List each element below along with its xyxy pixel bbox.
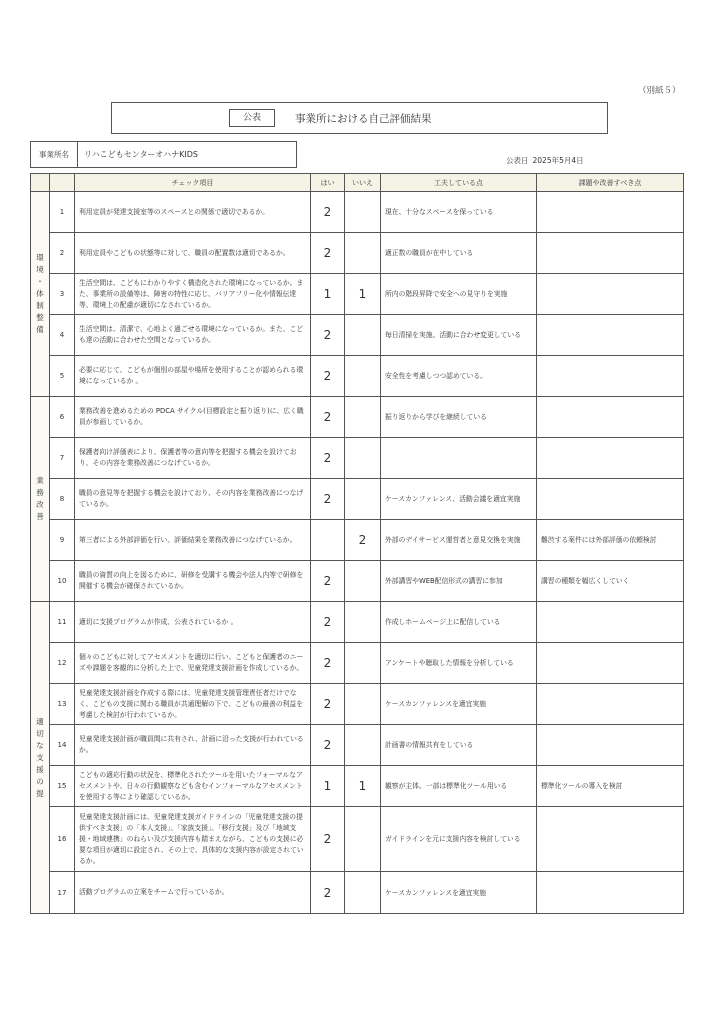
issue-note bbox=[537, 315, 684, 356]
table-row bbox=[31, 561, 684, 602]
row-number: 11 bbox=[50, 602, 75, 643]
no-count bbox=[345, 479, 381, 520]
no-count bbox=[345, 643, 381, 684]
table-row bbox=[31, 397, 684, 438]
no-count bbox=[345, 872, 381, 914]
effort-note: 観察が主体。一部は標準化ツール用いる bbox=[381, 766, 537, 807]
row-number: 12 bbox=[50, 643, 75, 684]
effort-note: ガイドラインを元に支援内容を検討している bbox=[381, 807, 537, 872]
check-item: 児童発達支援計画が職員間に共有され、計画に沿った支援が行われているか。 bbox=[75, 725, 311, 766]
facility-box bbox=[30, 141, 297, 168]
effort-note: 現在、十分なスペースを保っている bbox=[381, 192, 537, 233]
table-row bbox=[31, 192, 684, 233]
evaluation-table bbox=[30, 173, 684, 914]
effort-note: ケースカンファレンス、活動会議を適宜実施 bbox=[381, 479, 537, 520]
yes-count: 1 bbox=[311, 274, 345, 315]
table-row bbox=[31, 872, 684, 914]
check-item: 必要に応じて、こどもが個別の部屋や場所を使用することが認められる環境になっているか 。 bbox=[75, 356, 311, 397]
row-number: 3 bbox=[50, 274, 75, 315]
check-item: 個々のこどもに対してアセスメントを適切に行い、こどもと保護者のニーズや課題を客観的に分析した上で、児童発達支援計画を作成しているか。 bbox=[75, 643, 311, 684]
effort-note: 毎日清掃を実施。活動に合わせ変更している bbox=[381, 315, 537, 356]
issue-note bbox=[537, 479, 684, 520]
header-effort: 工夫している点 bbox=[381, 174, 537, 192]
table-row bbox=[31, 602, 684, 643]
no-count bbox=[345, 233, 381, 274]
table-row bbox=[31, 479, 684, 520]
effort-note: 振り返りから学びを継続している bbox=[381, 397, 537, 438]
publish-date: 2025年5月4日 bbox=[532, 156, 584, 165]
row-number: 17 bbox=[50, 872, 75, 914]
issue-note bbox=[537, 807, 684, 872]
no-count: 1 bbox=[345, 766, 381, 807]
yes-count: 2 bbox=[311, 356, 345, 397]
facility-name: リハこどもセンターオハナKIDS bbox=[84, 150, 198, 159]
facility-label: 事業所名 bbox=[31, 142, 78, 167]
effort-note: 外部のデイサービス運営者と意見交換を実施 bbox=[381, 520, 537, 561]
check-item: 適切に支援プログラムが作成、公表されているか 。 bbox=[75, 602, 311, 643]
issue-note: 講習の種類を幅広くしていく bbox=[537, 561, 684, 602]
no-count bbox=[345, 725, 381, 766]
row-number: 1 bbox=[50, 192, 75, 233]
check-item: 児童発達支援計画を作成する際には、児童発達支援管理責任者だけでなく、こどもの支援に関わる職員が共通理解の下で、こどもの最善の利益を考慮した検討が行われているか。 bbox=[75, 684, 311, 725]
row-number: 14 bbox=[50, 725, 75, 766]
yes-count: 2 bbox=[311, 684, 345, 725]
row-number: 7 bbox=[50, 438, 75, 479]
check-item: 活動プログラムの立案をチームで行っているか。 bbox=[75, 872, 311, 914]
yes-count: 2 bbox=[311, 233, 345, 274]
row-number: 6 bbox=[50, 397, 75, 438]
header-blank-num bbox=[50, 174, 75, 192]
no-count bbox=[345, 602, 381, 643]
check-item: 児童発達支援計画には、児童発達支援ガイドラインの「児童発達支援の提供すべき支援」の「本人支援」、「家族支援」、「移行支援」及び「地域支援・地域連携」のねらい及び支援内容も踏まえながら、こどもの支援に必要な項目が適切に設定され、その上で、具体的な支援内容が設定されているか。 bbox=[75, 807, 311, 872]
issue-note bbox=[537, 643, 684, 684]
yes-count: 1 bbox=[311, 766, 345, 807]
row-number: 9 bbox=[50, 520, 75, 561]
header-issues: 課題や改善すべき点 bbox=[537, 174, 684, 192]
yes-count: 2 bbox=[311, 561, 345, 602]
yes-count: 2 bbox=[311, 192, 345, 233]
issue-note: 難渋する案件には外部評価の依頼検討 bbox=[537, 520, 684, 561]
check-item: 業務改善を進めるための PDCA サイクル(目標設定と振り返り)に、広く職員が参画しているか。 bbox=[75, 397, 311, 438]
yes-count: 2 bbox=[311, 315, 345, 356]
row-number: 2 bbox=[50, 233, 75, 274]
issue-note bbox=[537, 274, 684, 315]
effort-note: ケースカンファレンスを適宜実施 bbox=[381, 872, 537, 914]
check-item: 利用定員やこどもの状態等に対して、職員の配置数は適切であるか。 bbox=[75, 233, 311, 274]
table-row bbox=[31, 438, 684, 479]
row-number: 10 bbox=[50, 561, 75, 602]
no-count bbox=[345, 356, 381, 397]
effort-note: 適正数の職員が在中している bbox=[381, 233, 537, 274]
publish-date-line bbox=[506, 155, 588, 166]
yes-count: 2 bbox=[311, 397, 345, 438]
issue-note bbox=[537, 356, 684, 397]
category-cell: 環 境 ・ 体 制 整 備 bbox=[31, 192, 50, 397]
issue-note bbox=[537, 397, 684, 438]
category-cell: 業 務 改 善 bbox=[31, 397, 50, 602]
check-item: 生活空間は、清潔で、心地よく過ごせる環境になっているか。また、こども達の活動に合わせた空間となっているか。 bbox=[75, 315, 311, 356]
yes-count bbox=[311, 520, 345, 561]
issue-note bbox=[537, 192, 684, 233]
table-row bbox=[31, 356, 684, 397]
yes-count: 2 bbox=[311, 479, 345, 520]
publish-label: 公表日 bbox=[506, 156, 529, 165]
effort-note: 作成しホームページ上に配信している bbox=[381, 602, 537, 643]
check-item: 利用定員が発達支援室等のスペースとの関係で適切であるか。 bbox=[75, 192, 311, 233]
no-count bbox=[345, 684, 381, 725]
yes-count: 2 bbox=[311, 807, 345, 872]
issue-note: 標準化ツールの導入を検討 bbox=[537, 766, 684, 807]
row-number: 8 bbox=[50, 479, 75, 520]
header-yes: はい bbox=[311, 174, 345, 192]
effort-note: アンケートや聴取した情報を分析している bbox=[381, 643, 537, 684]
no-count: 2 bbox=[345, 520, 381, 561]
no-count: 1 bbox=[345, 274, 381, 315]
no-count bbox=[345, 397, 381, 438]
yes-count: 2 bbox=[311, 602, 345, 643]
check-item: 職員の意見等を把握する機会を設けており、その内容を業務改善につなげているか。 bbox=[75, 479, 311, 520]
yes-count: 2 bbox=[311, 643, 345, 684]
category-cell: 適 切 な 支 援 の 提 bbox=[31, 602, 50, 914]
check-item: 生活空間は、こどもにわかりやすく構造化された環境になっているか。また、事業所の設備等は、障害の特性に応じ、バリアフリー化や情報伝達等、環境上の配慮が適切になされているか。 bbox=[75, 274, 311, 315]
row-number: 4 bbox=[50, 315, 75, 356]
issue-note bbox=[537, 233, 684, 274]
effort-note: 安全性を考慮しつつ認めている。 bbox=[381, 356, 537, 397]
yes-count: 2 bbox=[311, 438, 345, 479]
issue-note bbox=[537, 725, 684, 766]
table-row bbox=[31, 766, 684, 807]
issue-note bbox=[537, 602, 684, 643]
row-number: 15 bbox=[50, 766, 75, 807]
table-row bbox=[31, 315, 684, 356]
title-box bbox=[111, 102, 608, 134]
table-header-row bbox=[31, 174, 684, 192]
no-count bbox=[345, 315, 381, 356]
yes-count: 2 bbox=[311, 872, 345, 914]
no-count bbox=[345, 561, 381, 602]
effort-note: 所内の階段昇降で安全への見守りを実施 bbox=[381, 274, 537, 315]
table-row bbox=[31, 807, 684, 872]
table-row bbox=[31, 233, 684, 274]
effort-note: ケースカンファレンスを適宜実施 bbox=[381, 684, 537, 725]
no-count bbox=[345, 807, 381, 872]
effort-note bbox=[381, 438, 537, 479]
annex-label: （別紙５） bbox=[638, 86, 681, 96]
header-no: いいえ bbox=[345, 174, 381, 192]
issue-note bbox=[537, 438, 684, 479]
issue-note bbox=[537, 684, 684, 725]
row-number: 13 bbox=[50, 684, 75, 725]
row-number: 16 bbox=[50, 807, 75, 872]
no-count bbox=[345, 192, 381, 233]
document-title: 事業所における自己評価結果 bbox=[295, 113, 432, 125]
header-item: チェック項目 bbox=[75, 174, 311, 192]
table-row bbox=[31, 274, 684, 315]
no-count bbox=[345, 438, 381, 479]
effort-note: 外部講習やWEB配信形式の講習に参加 bbox=[381, 561, 537, 602]
public-tag: 公表 bbox=[229, 109, 275, 127]
check-item: こどもの適応行動の状況を、標準化されたツールを用いたフォーマルなアセスメントや、日々の行動観察なども含むインフォーマルなアセスメントを使用する等により確認しているか。 bbox=[75, 766, 311, 807]
check-item: 職員の資質の向上を図るために、研修を受講する機会や法人内等で研修を開催する機会が確保されているか。 bbox=[75, 561, 311, 602]
check-item: 第三者による外部評価を行い、評価結果を業務改善につなげているか。 bbox=[75, 520, 311, 561]
check-item: 保護者向け評価表により、保護者等の意向等を把握する機会を設けており、その内容を業務改善につなげているか。 bbox=[75, 438, 311, 479]
row-number: 5 bbox=[50, 356, 75, 397]
yes-count: 2 bbox=[311, 725, 345, 766]
table-row bbox=[31, 684, 684, 725]
table-body bbox=[31, 192, 684, 914]
table-row bbox=[31, 643, 684, 684]
table-row bbox=[31, 725, 684, 766]
effort-note: 計画書の情報共有をしている bbox=[381, 725, 537, 766]
header-blank-cat bbox=[31, 174, 50, 192]
issue-note bbox=[537, 872, 684, 914]
table-row bbox=[31, 520, 684, 561]
